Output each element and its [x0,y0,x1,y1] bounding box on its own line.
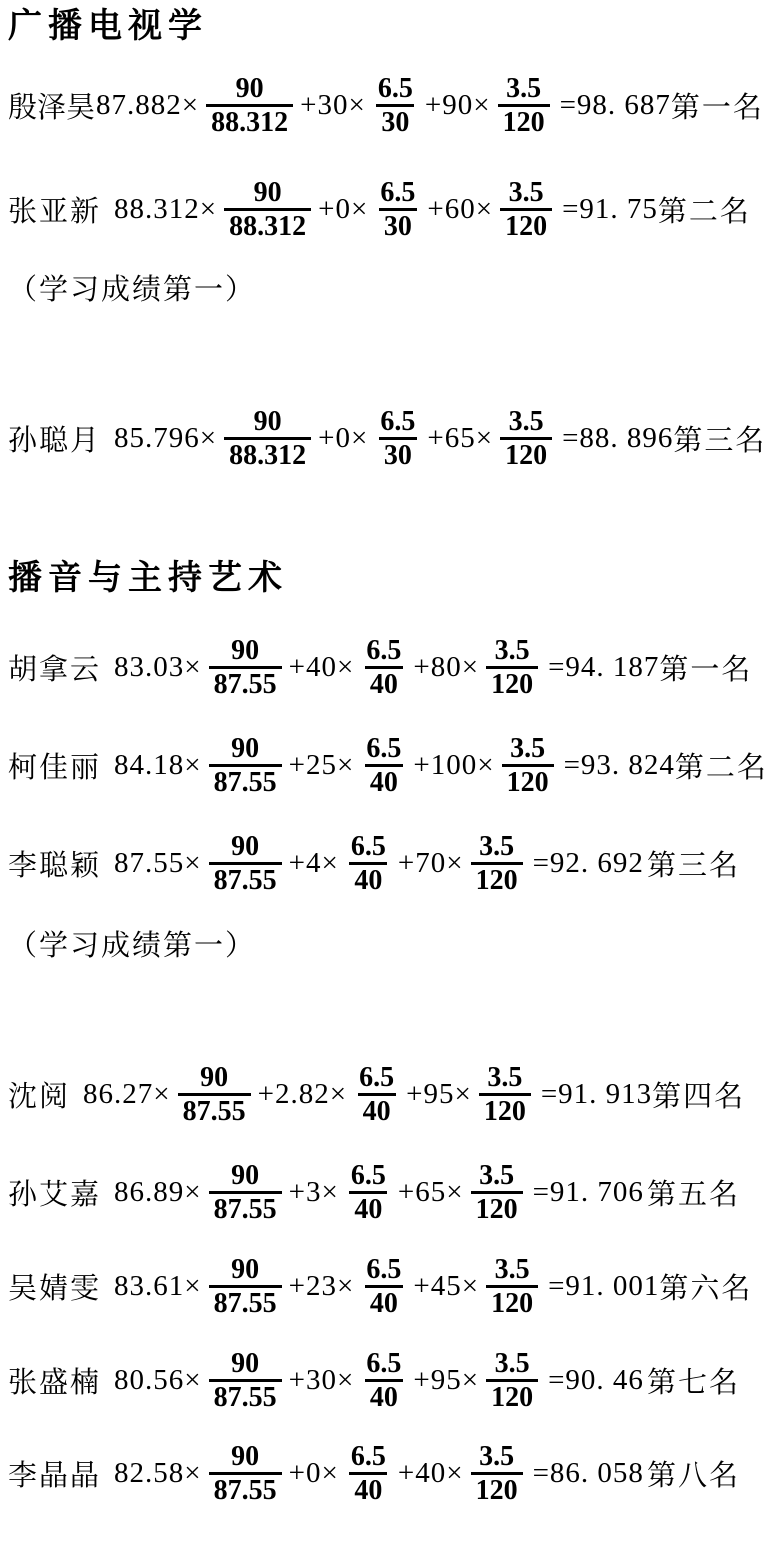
term-2: +30× [288,1364,355,1397]
term-2: +23× [288,1270,355,1303]
fraction-1-denominator: 88.312 [224,208,311,242]
score-formula-row [8,1346,778,1416]
fraction-3 [486,635,538,701]
fraction-2 [361,1348,406,1414]
term-2: +25× [288,749,355,782]
fraction-3 [479,1062,531,1128]
term-3: +40× [397,1457,464,1490]
term-2: +3× [288,1176,339,1209]
fraction-2 [346,831,391,897]
fraction-3-numerator: 3.5 [494,1253,530,1285]
term-3: +70× [397,847,464,880]
base-score-term: 86.89× [114,1176,202,1209]
fraction-3 [471,1441,523,1507]
term-3: +95× [413,1364,480,1397]
fraction-1-numerator: 90 [231,1347,260,1379]
fraction-3-numerator: 3.5 [494,634,530,666]
fraction-1-denominator: 88.312 [224,437,311,471]
fraction-2 [361,733,406,799]
fraction-3 [498,73,550,139]
fraction-2 [373,73,418,139]
fraction-1-denominator: 87.55 [209,862,282,896]
score-formula-row [8,1158,778,1228]
rank-label: 第八名 [646,1460,740,1493]
rank-label: 第六名 [659,1273,753,1306]
fraction-2-numerator: 6.5 [366,634,402,666]
document-page [0,6,778,1509]
rank-label: 第三名 [646,850,740,883]
term-2: +0× [288,1457,339,1490]
fraction-2-denominator: 40 [349,1472,387,1506]
fraction-3-denominator: 120 [486,1379,538,1413]
fraction-2-denominator: 30 [376,104,414,138]
result-value: =91. 75 [562,193,658,226]
fraction-1 [209,733,282,799]
student-name: 胡拿云 [8,654,102,687]
base-score-term: 82.58× [114,1457,202,1490]
fraction-1 [209,1160,282,1226]
student-name: 张亚新 [8,196,102,229]
fraction-2-numerator: 6.5 [366,1347,402,1379]
fraction-1 [209,1348,282,1414]
fraction-1-numerator: 90 [231,732,260,764]
fraction-1 [206,73,293,139]
fraction-1-numerator: 90 [231,1440,260,1472]
result-value: =92. 692 [532,847,644,880]
fraction-3-numerator: 3.5 [479,1440,515,1472]
fraction-1-denominator: 87.55 [209,764,282,798]
fraction-1 [209,635,282,701]
fraction-2-numerator: 6.5 [359,1061,395,1093]
base-score-term: 84.18× [114,749,202,782]
fraction-2-denominator: 40 [365,1285,403,1319]
fraction-2-numerator: 6.5 [366,1253,402,1285]
fraction-1-denominator: 87.55 [209,1379,282,1413]
fraction-1-numerator: 90 [231,830,260,862]
score-formula-row [8,175,778,245]
fraction-3 [471,1160,523,1226]
fraction-1-denominator: 88.312 [206,104,293,138]
result-value: =94. 187 [548,651,660,684]
term-3: +100× [413,749,495,782]
rank-label: 第三名 [673,425,767,458]
fraction-2 [346,1441,391,1507]
fraction-2-denominator: 30 [379,208,417,242]
term-3: +60× [427,193,494,226]
fraction-3-numerator: 3.5 [494,1347,530,1379]
fraction-2 [346,1160,391,1226]
fraction-1-numerator: 90 [231,634,260,666]
fraction-3-denominator: 120 [500,437,552,471]
rank-label: 第二名 [674,752,768,785]
fraction-2-numerator: 6.5 [350,830,386,862]
score-formula-row [8,404,778,474]
term-3: +80× [413,651,480,684]
student-name: 孙聪月 [8,425,102,458]
base-score-term: 86.27× [83,1078,171,1111]
fraction-2-numerator: 6.5 [380,176,416,208]
section-title-broadcast-hosting: 播音与主持艺术 [8,558,288,597]
fraction-3-numerator: 3.5 [508,176,544,208]
note-top-academic-score: （学习成绩第一） [8,929,257,962]
rank-label: 第七名 [646,1367,740,1400]
fraction-2-numerator: 6.5 [377,72,413,104]
fraction-2-numerator: 6.5 [350,1159,386,1191]
fraction-3 [502,733,554,799]
term-3: +45× [413,1270,480,1303]
student-name: 殷泽昊 [8,92,96,125]
score-formula-row [8,1439,778,1509]
fraction-2 [375,177,420,243]
result-value: =93. 824 [563,749,675,782]
term-3: +65× [427,422,494,455]
fraction-2-numerator: 6.5 [380,405,416,437]
fraction-1-denominator: 87.55 [209,1285,282,1319]
base-score-term: 80.56× [114,1364,202,1397]
result-value: =90. 46 [548,1364,644,1397]
base-score-term: 88.312× [114,193,218,226]
fraction-2-numerator: 6.5 [350,1440,386,1472]
base-score-term: 83.03× [114,651,202,684]
result-value: =91. 706 [532,1176,644,1209]
student-name: 李聪颖 [8,850,102,883]
fraction-3-denominator: 120 [500,208,552,242]
rank-label: 第五名 [646,1179,740,1212]
fraction-1-numerator: 90 [235,72,264,104]
fraction-1-denominator: 87.55 [178,1093,251,1127]
base-score-term: 87.882× [96,89,200,122]
fraction-1 [224,177,311,243]
fraction-3-denominator: 120 [486,666,538,700]
score-formula-row [8,731,778,801]
score-formula-row [8,1060,778,1130]
fraction-3-denominator: 120 [498,104,550,138]
fraction-1 [209,831,282,897]
fraction-2-denominator: 40 [365,1379,403,1413]
student-name: 孙艾嘉 [8,1179,102,1212]
base-score-term: 85.796× [114,422,218,455]
student-name: 柯佳丽 [8,752,102,785]
fraction-2-denominator: 40 [365,666,403,700]
fraction-1-denominator: 87.55 [209,1472,282,1506]
fraction-2-denominator: 40 [365,764,403,798]
student-name: 张盛楠 [8,1367,102,1400]
result-value: =88. 896 [562,422,674,455]
fraction-3-numerator: 3.5 [479,830,515,862]
fraction-1-numerator: 90 [253,405,282,437]
fraction-1-numerator: 90 [231,1253,260,1285]
fraction-3-denominator: 120 [479,1093,531,1127]
rank-label: 第二名 [657,196,751,229]
fraction-2-denominator: 40 [349,862,387,896]
fraction-1-numerator: 90 [200,1061,229,1093]
fraction-3-denominator: 120 [471,1191,523,1225]
fraction-1 [224,406,311,472]
rank-label: 第四名 [652,1081,746,1114]
term-3: +95× [406,1078,472,1111]
fraction-2 [354,1062,399,1128]
fraction-3 [500,406,552,472]
base-score-term: 83.61× [114,1270,202,1303]
fraction-3 [500,177,552,243]
fraction-3-numerator: 3.5 [487,1061,523,1093]
fraction-1 [209,1441,282,1507]
student-name: 李晶晶 [8,1460,102,1493]
term-2: +0× [318,422,369,455]
term-3: +65× [397,1176,464,1209]
fraction-2-numerator: 6.5 [366,732,402,764]
fraction-2-denominator: 40 [358,1093,396,1127]
result-value: =91. 913 [540,1078,653,1111]
fraction-3-numerator: 3.5 [508,405,544,437]
score-formula-row [8,633,778,703]
fraction-1 [178,1062,251,1128]
rank-label: 第一名 [659,654,753,687]
term-2: +4× [288,847,339,880]
result-value: =91. 001 [548,1270,660,1303]
result-value: =86. 058 [532,1457,644,1490]
fraction-3-numerator: 3.5 [479,1159,515,1191]
term-2: +0× [318,193,369,226]
score-formula-row [8,1252,778,1322]
fraction-2 [361,1254,406,1320]
fraction-1-denominator: 87.55 [209,666,282,700]
term-3: +90× [424,89,491,122]
fraction-1 [209,1254,282,1320]
fraction-3 [486,1348,538,1414]
score-formula-row [8,71,778,141]
fraction-3 [486,1254,538,1320]
fraction-3-denominator: 120 [471,862,523,896]
fraction-1-numerator: 90 [231,1159,260,1191]
note-top-academic-score: （学习成绩第一） [8,273,257,306]
fraction-3-denominator: 120 [486,1285,538,1319]
fraction-2 [361,635,406,701]
student-name: 吴婧雯 [8,1273,102,1306]
term-2: +40× [288,651,355,684]
result-value: =98. 687 [559,89,671,122]
fraction-2-denominator: 30 [379,437,417,471]
term-2: +30× [300,89,366,122]
fraction-1-numerator: 90 [253,176,282,208]
fraction-2-denominator: 40 [349,1191,387,1225]
fraction-1-denominator: 87.55 [209,1191,282,1225]
fraction-3 [471,831,523,897]
fraction-3-denominator: 120 [471,1472,523,1506]
term-2: +2.82× [257,1078,348,1111]
base-score-term: 87.55× [114,847,202,880]
section-title-broadcast-tv: 广播电视学 [8,7,208,45]
fraction-3-denominator: 120 [502,764,554,798]
fraction-3-numerator: 3.5 [510,732,546,764]
student-name: 沈阅 [8,1081,71,1114]
score-formula-row [8,829,778,899]
fraction-2 [375,406,420,472]
fraction-3-numerator: 3.5 [506,72,542,104]
rank-label: 第一名 [670,92,764,125]
